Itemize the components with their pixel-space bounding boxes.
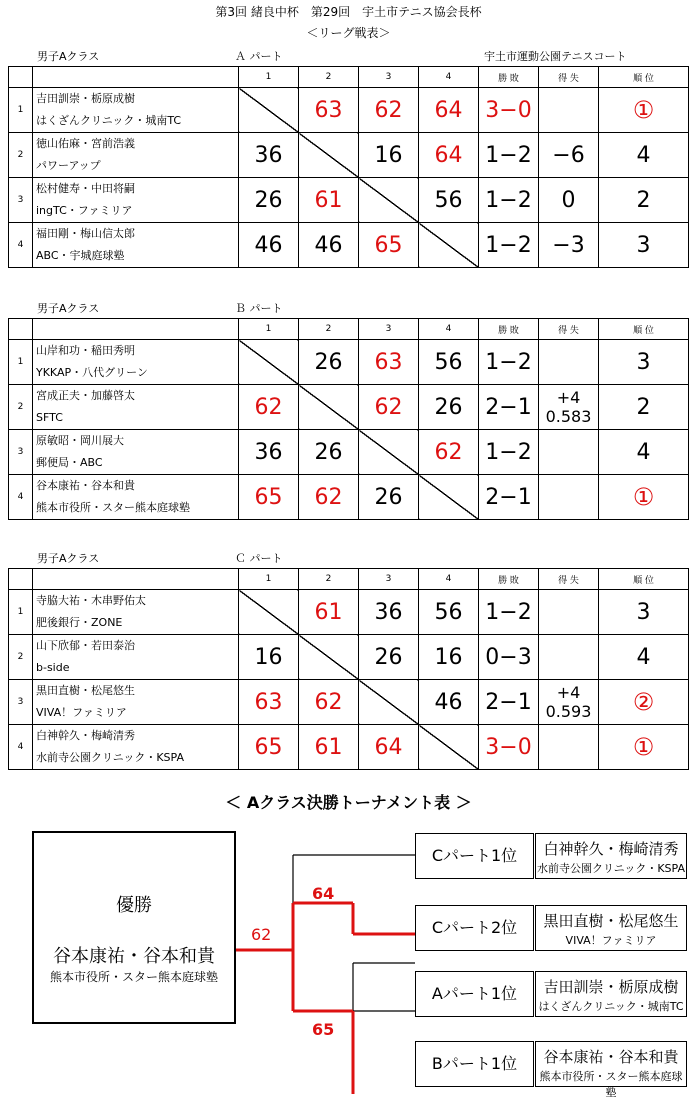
score-cell: 62 [239,385,299,430]
header-win-loss: 勝 敗 [479,67,539,88]
entry-name-b1 [535,1041,687,1099]
player-team: VIVA！ファミリア [36,706,127,719]
rank-cell: ① [599,88,689,133]
score-cell: 63 [299,88,359,133]
header-opponent: 2 [299,67,359,88]
player-names: 山下欣郁・若田泰治 [36,639,135,652]
rank-cell: 4 [599,133,689,178]
entry-part-a1: Aパート1位 [415,971,534,1017]
header-opponent: 3 [359,319,419,340]
entry-part-c1: Cパート1位 [415,833,534,879]
rank-cell: 3 [599,223,689,268]
score-cell: 65 [239,725,299,770]
player-team: ABC・宇城庭球塾 [36,249,125,262]
header-opponent: 1 [239,67,299,88]
win-loss-cell: 2−1 [479,680,539,725]
entry-team: はくざんクリニック・城南TC [538,1000,684,1013]
diff-cell: −3 [539,223,599,268]
champion-name: 谷本康祐・谷本和貴 [53,946,215,967]
player-team: 肥後銀行・ZONE [36,616,123,629]
entry-name-c2 [535,905,687,951]
row-number: 4 [9,725,33,770]
header-opponent: 2 [299,319,359,340]
diff-ratio: 0.583 [545,407,592,426]
champion-team: 熊本市役所・スター熊本庭球塾 [49,970,218,984]
rank-cell: 2 [599,385,689,430]
entry-part-c2: Cパート2位 [415,905,534,951]
entry-name: 谷本康祐・谷本和貴 [543,1048,679,1066]
champion-label: 優勝 [116,895,152,916]
header-rank: 順 位 [599,319,689,340]
player-names: 寺脇大祐・木串野佑太 [36,594,146,607]
score-cell: 62 [299,475,359,520]
score-cell: 62 [299,680,359,725]
win-loss-cell: 1−2 [479,133,539,178]
semi-bottom-score: 65 [312,1020,335,1039]
entry-name: 吉田訓崇・栃原成樹 [543,978,679,996]
score-cell: 26 [359,475,419,520]
score-cell: 46 [299,223,359,268]
score-cell: 26 [359,635,419,680]
score-cell: 26 [299,340,359,385]
score-cell: 36 [239,133,299,178]
score-cell: 16 [359,133,419,178]
score-cell: 62 [359,88,419,133]
diff-cell: 0 [539,178,599,223]
header-diff: 得 失 [539,569,599,590]
score-cell: 26 [299,430,359,475]
entry-team: 熊本市役所・スター熊本庭球塾 [539,1070,683,1099]
player-team: 郵便局・ABC [36,456,103,469]
player-team: 熊本市役所・スター熊本庭球塾 [36,501,190,514]
score-cell: 61 [299,725,359,770]
player-names: 白神幹久・梅崎清秀 [36,729,135,742]
score-cell: 46 [239,223,299,268]
player-team: YKKAP・八代グリーン [36,366,148,379]
header-win-loss: 勝 敗 [479,319,539,340]
score-cell: 61 [299,590,359,635]
entry-name: 黒田直樹・松尾悠生 [543,912,679,930]
player-team: b-side [36,661,70,674]
score-cell: 61 [299,178,359,223]
score-cell: 56 [419,340,479,385]
score-cell: 56 [419,178,479,223]
diff-value: +4 [556,388,581,407]
header-rank: 順 位 [599,67,689,88]
header-diff: 得 失 [539,319,599,340]
player-team: ingTC・ファミリア [36,204,133,217]
entry-name-a1 [535,971,687,1017]
header-opponent: 1 [239,319,299,340]
player-names: 谷本康祐・谷本和貴 [36,479,135,492]
player-names: 原敏昭・岡川展大 [36,434,124,447]
player-team: 水前寺公園クリニック・KSPA [36,751,184,764]
rank-cell: ① [599,475,689,520]
win-loss-cell: 1−2 [479,340,539,385]
score-cell: 36 [359,590,419,635]
part-label: Ａ パート [235,50,283,63]
player-names: 松村健寿・中田将嗣 [36,182,135,195]
entry-name-c1 [535,833,687,879]
header-opponent: 1 [239,569,299,590]
rank-cell: 4 [599,430,689,475]
row-number: 4 [9,475,33,520]
header-win-loss: 勝 敗 [479,569,539,590]
venue-label: 宇土市運動公園テニスコート [484,50,627,63]
row-number: 3 [9,178,33,223]
rank-cell: 2 [599,178,689,223]
entry-name: 白神幹久・梅崎清秀 [543,840,679,858]
player-names: 黒田直樹・松尾悠生 [36,684,135,697]
score-cell: 16 [419,635,479,680]
rank-cell: ② [599,680,689,725]
row-number: 1 [9,590,33,635]
tournament-title: ＜ Aクラス決勝トーナメント表 ＞ [225,793,472,812]
score-cell: 46 [419,680,479,725]
header-opponent: 2 [299,569,359,590]
rank-cell: 4 [599,635,689,680]
rank-cell: ① [599,725,689,770]
row-number: 1 [9,340,33,385]
header-opponent: 4 [419,569,479,590]
score-cell: 62 [359,385,419,430]
header-opponent: 4 [419,319,479,340]
page-title: 第3回 緒良中杯 第29回 宇土市テニス協会長杯 [215,5,482,19]
header-opponent: 3 [359,67,419,88]
win-loss-cell: 2−1 [479,475,539,520]
player-names: 徳山佑麻・宮前浩義 [36,137,135,150]
win-loss-cell: 3−0 [479,725,539,770]
score-cell: 65 [359,223,419,268]
page-subtitle: ＜リーグ戦表＞ [306,26,391,40]
semi-top-score: 64 [312,884,335,903]
part-label: Ｂ パート [235,302,283,315]
row-number: 2 [9,635,33,680]
win-loss-cell: 2−1 [479,385,539,430]
header-diff: 得 失 [539,67,599,88]
score-cell: 65 [239,475,299,520]
score-cell: 26 [239,178,299,223]
score-cell: 36 [239,430,299,475]
player-names: 吉田訓崇・栃原成樹 [36,92,135,105]
win-loss-cell: 1−2 [479,178,539,223]
header-opponent: 3 [359,569,419,590]
score-cell: 63 [359,340,419,385]
row-number: 3 [9,430,33,475]
entry-part-b1: Bパート1位 [415,1041,534,1087]
row-number: 4 [9,223,33,268]
win-loss-cell: 1−2 [479,590,539,635]
row-number: 2 [9,385,33,430]
score-cell: 62 [419,430,479,475]
rank-cell: 3 [599,340,689,385]
diff-ratio: 0.593 [545,702,592,721]
player-names: 福田剛・梅山信太郎 [36,227,135,240]
entry-team: 水前寺公園クリニック・KSPA [537,862,685,875]
score-cell: 63 [239,680,299,725]
header-rank: 順 位 [599,569,689,590]
diff-cell: −6 [539,133,599,178]
class-label: 男子Aクラス [37,50,100,63]
champion-box [32,831,236,1024]
part-label: Ｃ パート [235,552,283,565]
rank-cell: 3 [599,590,689,635]
header-opponent: 4 [419,67,479,88]
row-number: 1 [9,88,33,133]
score-cell: 64 [359,725,419,770]
win-loss-cell: 3−0 [479,88,539,133]
player-names: 山岸和功・稲田秀明 [36,344,135,357]
score-cell: 64 [419,133,479,178]
score-cell: 16 [239,635,299,680]
row-number: 3 [9,680,33,725]
win-loss-cell: 1−2 [479,430,539,475]
player-names: 宮成正夫・加藤啓太 [36,389,135,402]
score-cell: 26 [419,385,479,430]
entry-team: VIVA！ファミリア [565,934,657,947]
player-team: はくざんクリニック・城南TC [36,114,182,127]
diff-value: +4 [556,683,581,702]
player-team: SFTC [36,411,63,424]
class-label: 男子Aクラス [37,302,100,315]
class-label: 男子Aクラス [37,552,100,565]
win-loss-cell: 1−2 [479,223,539,268]
score-cell: 64 [419,88,479,133]
score-cell: 56 [419,590,479,635]
row-number: 2 [9,133,33,178]
win-loss-cell: 0−3 [479,635,539,680]
player-team: パワーアップ [36,159,101,172]
final-score: 62 [251,925,272,944]
